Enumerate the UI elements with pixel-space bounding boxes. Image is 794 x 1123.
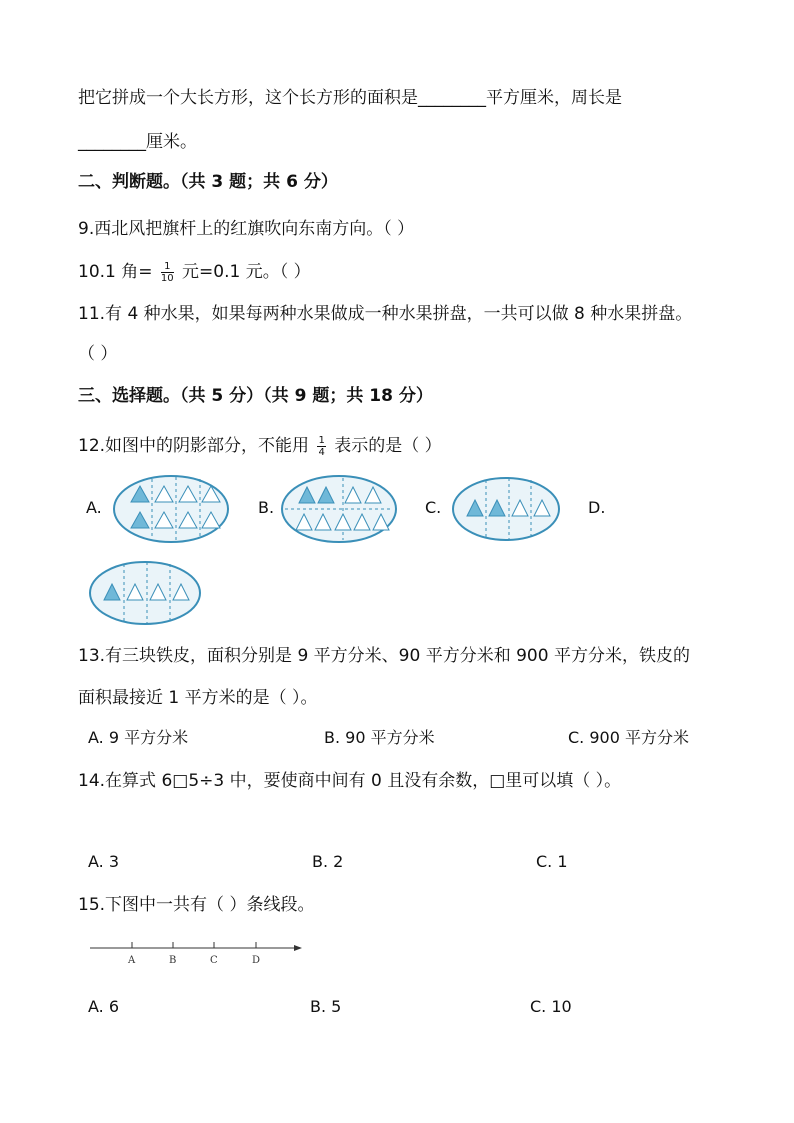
q8-line1 [78,86,622,110]
q12-frac-den: 4 [318,446,325,458]
q15: 15.下图中一共有（ ）条线段。 [78,895,315,915]
q8-text-a: 把它拼成一个大长方形，这个长方形的面积是 [78,88,418,108]
q8-blank-2: ________ [78,132,146,152]
section-2-title: 二、判断题。（共 3 题；共 6 分） [78,172,338,192]
q15-line-figure [88,930,308,970]
q10-fraction [161,261,174,284]
q12-option-d[interactable]: D. [588,498,606,517]
label-a: A [128,955,136,966]
q15-option-a[interactable]: A. 6 [88,997,120,1016]
label-c: C [210,955,218,966]
q14-option-a[interactable]: A. 3 [88,852,120,871]
q10-text-b: 元=0.1 元。（ ） [182,262,311,282]
q13-line2: 面积最接近 1 平方米的是（ ）。 [78,688,318,708]
q12-option-c[interactable]: C. [425,498,442,517]
q12-fraction [317,435,325,458]
label-b: B [169,955,177,966]
q12-figure-a [112,474,230,544]
q8-text-c: 厘米。 [146,132,197,152]
q14-option-b[interactable]: B. 2 [312,852,344,871]
q13-line1: 13.有三块铁皮，面积分别是 9 平方分米、90 平方分米和 900 平方分米，铁皮的 [78,646,690,666]
q12-figure-d [88,560,202,626]
q12-text-b: 表示的是（ ） [334,436,442,456]
q8-line2 [78,130,197,154]
q10 [78,260,311,284]
q10-frac-num: 1 [161,261,174,273]
q12-figure-c [451,476,561,542]
q12-option-a[interactable]: A. [86,498,102,517]
q15-option-c[interactable]: C. 10 [530,997,572,1016]
q10-text-a: 10.1 角= [78,262,153,282]
q12 [78,434,442,458]
q11-paren: （ ） [78,344,118,364]
section-3-title: 三、选择题。（共 5 分）（共 9 题；共 18 分） [78,386,433,406]
q8-text-b: 平方厘米，周长是 [486,88,622,108]
q15-option-b[interactable]: B. 5 [310,997,342,1016]
q10-frac-den: 10 [160,272,174,284]
q13-option-a[interactable]: A. 9 平方分米 [88,728,189,747]
q11: 11.有 4 种水果，如果每两种水果做成一种水果拼盘，一共可以做 8 种水果拼盘。 [78,304,693,324]
q12-text-a: 12.如图中的阴影部分，不能用 [78,436,310,456]
q13-option-c[interactable]: C. 900 平方分米 [568,728,689,747]
q13-option-b[interactable]: B. 90 平方分米 [324,728,435,747]
arrow-right-icon [294,945,302,951]
q9: 9.西北风把旗杆上的红旗吹向东南方向。（ ） [78,219,415,239]
q12-option-b[interactable]: B. [258,498,275,517]
q12-figure-b [280,474,398,544]
q14-option-c[interactable]: C. 1 [536,852,568,871]
q14: 14.在算式 6□5÷3 中，要使商中间有 0 且没有余数，□里可以填（ ）。 [78,771,622,791]
q8-blank-1: ________ [418,88,486,108]
label-d: D [252,955,261,966]
q12-frac-num: 1 [318,434,325,446]
